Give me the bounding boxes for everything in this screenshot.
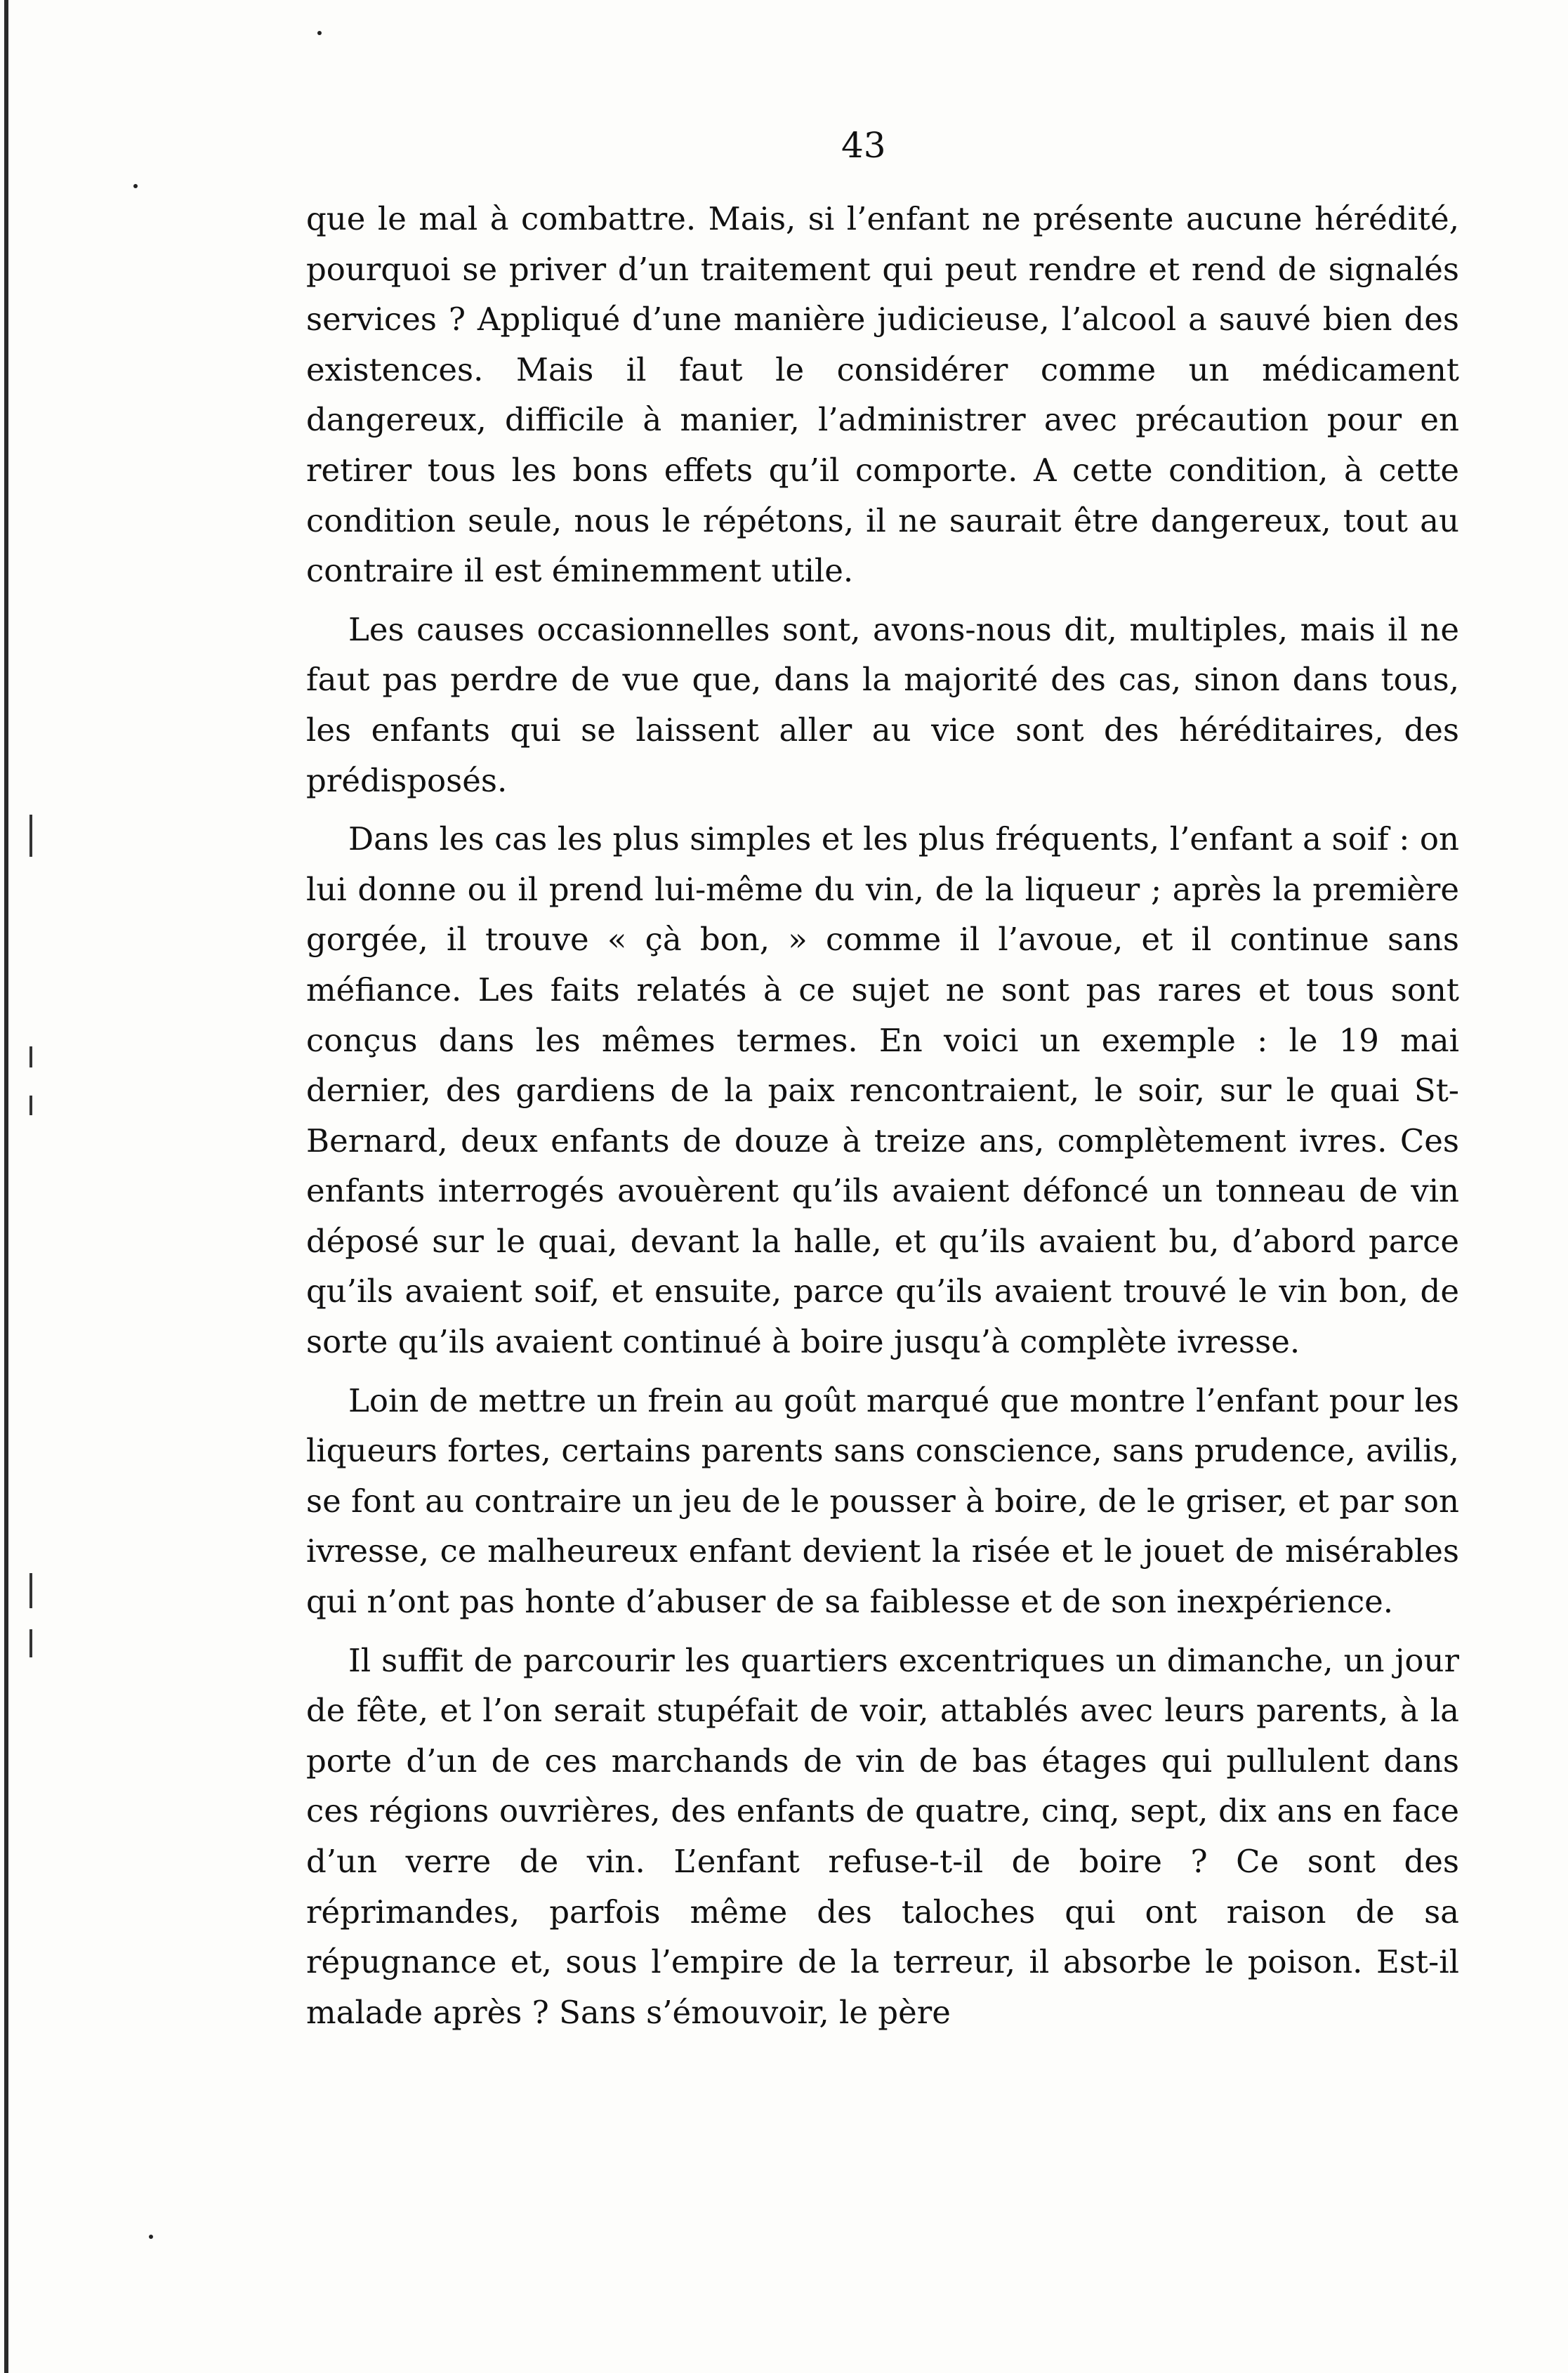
- page-edge-mark: [29, 815, 32, 857]
- paragraph: Les causes occasionnelles sont, avons-nous dit, multiples, mais il ne faut pas perdre de vue que, dans la majorité des cas, sinon dans tous, les enfants qui se laissent aller au vice sont des héréditaires, des prédisposés.: [306, 610, 1459, 799]
- paragraph: que le mal à combattre. Mais, si l’enfant ne présente aucune hérédité, pourquoi se priver d’un traitement qui peut rendre et rend de signalés services ? Appliqué d’une manière judicieuse, l’alcool a sauvé bien des existences. Mais il faut le considérer comme un médicament dangereux, difficile à manier, l’administrer avec précaution pour en retirer tous les bons effets qu’il comporte. A cette condition, à cette condition seule, nous le répétons, il ne saurait être dangereux, tout au contraire il est éminemment utile.: [306, 200, 1459, 590]
- body-text: [306, 194, 1459, 2037]
- ink-speck: [149, 2235, 153, 2239]
- page-edge-mark: [29, 1046, 32, 1067]
- paragraph: Dans les cas les plus simples et les plus fréquents, l’enfant a soif : on lui donne ou il prend lui-même du vin, de la liqueur ; après la première gorgée, il trouve « çà bon, » comme il l’avoue, et il continue sans méfiance. Les faits relatés à ce sujet ne sont pas rares et tous sont conçus dans les mêmes termes. En voici un exemple : le 19 mai dernier, des gardiens de la paix rencontraient, le soir, sur le quai St-Bernard, deux enfants de douze à treize ans, complètement ivres. Ces enfants interrogés avouèrent qu’ils avaient défoncé un tonneau de vin déposé sur le quai, devant la halle, et qu’ils avaient bu, d’abord parce qu’ils avaient soif, et ensuite, parce qu’ils avaient trouvé le vin bon, de sorte qu’ils avaient continué à boire jusqu’à complète ivresse.: [306, 820, 1459, 1361]
- page-edge-mark: [29, 1629, 32, 1657]
- ink-speck: [317, 31, 322, 35]
- page-edge-line: [4, 0, 8, 2373]
- page-number: 43: [841, 125, 886, 166]
- ink-speck: [133, 184, 138, 188]
- paragraph: Il suffit de parcourir les quartiers excentriques un dimanche, un jour de fête, et l’on serait stupéfait de voir, attablés avec leurs parents, à la porte d’un de ces marchands de vin de bas étages qui pullulent dans ces régions ouvrières, des enfants de quatre, cinq, sept, dix ans en face d’un verre de vin. L’enfant refuse-t-il de boire ? Ce sont des réprimandes, parfois même des taloches qui ont raison de sa répugnance et, sous l’empire de la terreur, il absorbe le poison. Est-il malade après ? Sans s’émouvoir, le père: [306, 1641, 1459, 2031]
- paragraph: Loin de mettre un frein au goût marqué que montre l’enfant pour les liqueurs fortes, certains parents sans conscience, sans prudence, avilis, se font au contraire un jeu de le pousser à boire, de le griser, et par son ivresse, ce malheureux enfant devient la risée et le jouet de misérables qui n’ont pas honte d’abuser de sa faiblesse et de son inexpérience.: [306, 1381, 1459, 1621]
- page-edge-mark: [29, 1096, 32, 1115]
- page-edge-mark: [29, 1573, 32, 1608]
